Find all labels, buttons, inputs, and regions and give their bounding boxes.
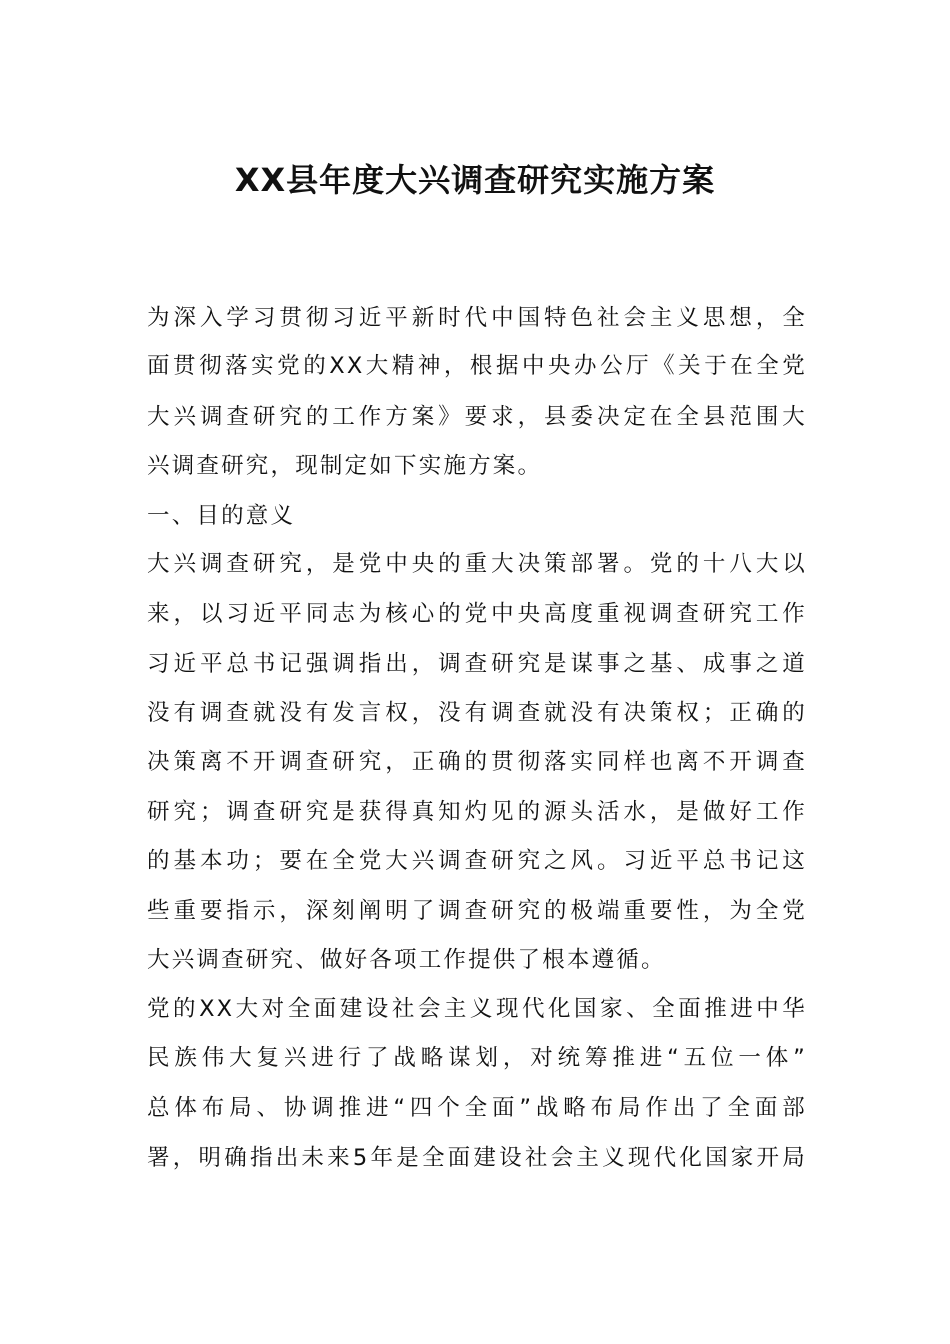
text-line: 党的XX大对全面建设社会主义现代化国家、全面推进中华 xyxy=(147,996,807,1022)
text-line: 面贯彻落实党的XX大精神，根据中央办公厅《关于在全党 xyxy=(147,353,807,379)
text-line: 大兴调查研究的工作方案》要求，县委决定在全县范围大 xyxy=(147,404,807,430)
text-line: 决策离不开调查研究，正确的贯彻落实同样也离不开调查 xyxy=(147,749,807,775)
text-line: 署，明确指出未来5年是全面建设社会主义现代化国家开局 xyxy=(147,1145,807,1171)
text-line: 大兴调查研究，是党中央的重大决策部署。党的十八大以 xyxy=(147,551,807,577)
text-line: 些重要指示，深刻阐明了调查研究的极端重要性，为全党 xyxy=(147,898,807,924)
text-line: 习近平总书记强调指出，调查研究是谋事之基、成事之道 xyxy=(147,651,807,677)
text-line: 没有调查就没有发言权，没有调查就没有决策权；正确的 xyxy=(147,700,807,726)
text-line: 民族伟大复兴进行了战略谋划，对统筹推进“五位一体” xyxy=(147,1045,807,1071)
document-title: XX县年度大兴调查研究实施方案 xyxy=(234,161,716,199)
text-line: 的基本功；要在全党大兴调查研究之风。习近平总书记这 xyxy=(147,848,807,874)
text-line: 为深入学习贯彻习近平新时代中国特色社会主义思想，全 xyxy=(147,305,807,331)
text-line: 兴调查研究，现制定如下实施方案。 xyxy=(147,453,543,479)
text-line: 总体布局、协调推进“四个全面”战略布局作出了全面部 xyxy=(147,1095,807,1121)
text-line: 研究；调查研究是获得真知灼见的源头活水，是做好工作 xyxy=(147,799,807,825)
text-line: 来，以习近平同志为核心的党中央高度重视调查研究工作 xyxy=(147,601,807,627)
text-line: 大兴调查研究、做好各项工作提供了根本遵循。 xyxy=(147,947,666,973)
section-heading: 一、目的意义 xyxy=(147,503,296,529)
